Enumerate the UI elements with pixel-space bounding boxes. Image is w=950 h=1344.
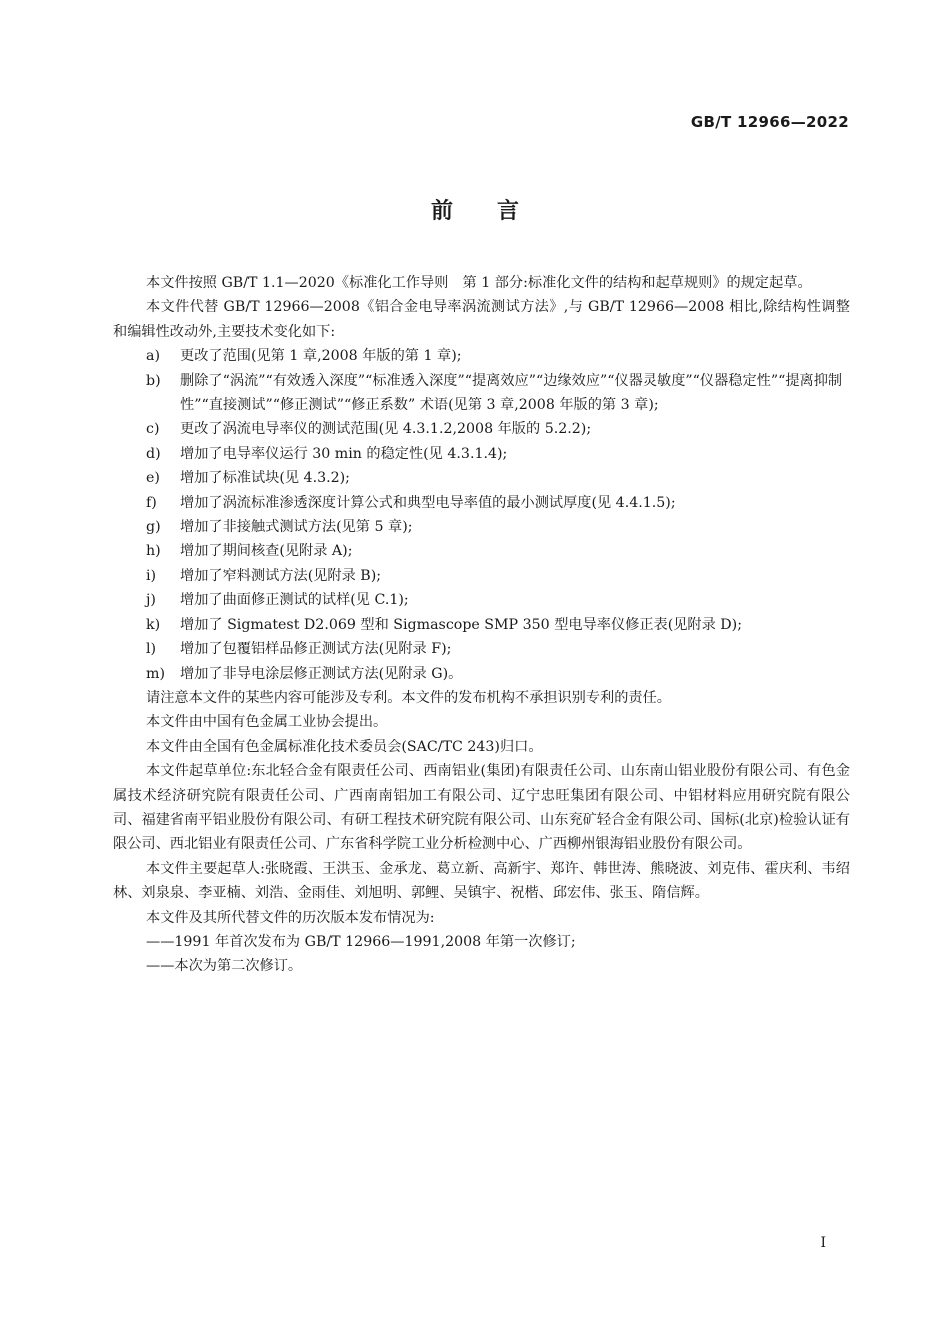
list-marker: j) <box>146 592 156 609</box>
list-item-text: 增加了期间核查(见附录 A); <box>180 543 353 560</box>
paragraph-committee: 本文件由全国有色金属标准化技术委员会(SAC/TC 243)归口。 <box>146 738 543 755</box>
list-item-text: 增加了标准试块(见 4.3.2); <box>180 470 350 487</box>
list-item-text: 增加了 Sigmatest D2.069 型和 Sigmascope SMP 350 型电导率仪修正表(见附录 D); <box>180 616 742 633</box>
list-item-text: 增加了非导电涂层修正测试方法(见附录 G)。 <box>180 665 463 682</box>
list-marker: k) <box>146 616 161 633</box>
paragraph-patent-notice: 请注意本文件的某些内容可能涉及专利。本文件的发布机构不承担识别专利的责任。 <box>146 689 671 706</box>
list-item-text: 增加了涡流标准渗透深度计算公式和典型电导率值的最小测试厚度(见 4.4.1.5); <box>180 494 676 511</box>
paragraph-replacement: 本文件代替 GB/T 12966—2008《铝合金电导率涡流测试方法》,与 GB/T 12966—2008 相比,除结构性调整和编辑性改动外,主要技术变化如下: <box>113 299 850 340</box>
history-item: ——1991 年首次发布为 GB/T 12966—1991,2008 年第一次修订; <box>146 933 576 950</box>
list-item <box>113 637 850 661</box>
list-item <box>113 369 850 418</box>
history-item: ——本次为第二次修订。 <box>146 958 303 975</box>
list-item-text: 增加了窄料测试方法(见附录 B); <box>180 567 382 584</box>
list-item-text: 增加了包覆铝样品修正测试方法(见附录 F); <box>180 641 452 658</box>
list-item <box>113 466 850 490</box>
list-item <box>113 491 850 515</box>
paragraph-drafting-rules: 本文件按照 GB/T 1.1—2020《标准化工作导则 第 1 部分:标准化文件的结构和起草规则》的规定起草。 <box>146 275 812 291</box>
list-marker: l) <box>146 641 157 658</box>
list-item <box>113 564 850 588</box>
list-item <box>113 417 850 441</box>
list-item-text: 增加了非接触式测试方法(见第 5 章); <box>180 519 413 536</box>
changes-list <box>113 344 850 686</box>
paragraph-proposer: 本文件由中国有色金属工业协会提出。 <box>146 714 388 731</box>
list-item <box>113 662 850 686</box>
list-marker: f) <box>146 494 157 511</box>
list-marker: e) <box>146 470 160 487</box>
list-marker: i) <box>146 567 157 584</box>
paragraph-history-intro: 本文件及其所代替文件的历次版本发布情况为: <box>146 909 435 926</box>
list-item-text: 更改了范围(见第 1 章,2008 年版的第 1 章); <box>180 348 462 365</box>
page-number: I <box>820 1235 826 1251</box>
list-item-text: 增加了电导率仪运行 30 min 的稳定性(见 4.3.1.4); <box>180 445 508 462</box>
list-item <box>113 613 850 637</box>
list-item-text: 增加了曲面修正测试的试样(见 C.1); <box>180 592 409 609</box>
list-item-text: 更改了涡流电导率仪的测试范围(见 4.3.1.2,2008 年版的 5.2.2); <box>180 421 592 438</box>
list-item <box>113 442 850 466</box>
paragraph-drafters: 本文件主要起草人:张晓霞、王洪玉、金承龙、葛立新、高新宇、郑许、韩世涛、熊晓波、刘克伟、霍庆利、韦绍林、刘泉泉、李亚楠、刘浩、金雨佳、刘旭明、郭鲤、吴镇宇、祝楷、邱宏伟、张玉、隋信辉。 <box>113 860 850 902</box>
list-marker: g) <box>146 519 161 536</box>
document-body <box>113 271 850 979</box>
list-marker: b) <box>146 372 161 389</box>
list-item <box>113 344 850 368</box>
list-marker: d) <box>146 445 161 462</box>
standard-number: GB/T 12966—2022 <box>690 113 849 131</box>
list-marker: c) <box>146 421 160 438</box>
list-item <box>113 539 850 563</box>
list-item <box>113 515 850 539</box>
list-marker: h) <box>146 543 161 560</box>
list-item <box>113 588 850 612</box>
list-item-text: 删除了“涡流”“有效透入深度”“标准透入深度”“提离效应”“边缘效应”“仪器灵敏度”“仪器稳定性”“提离抑制性”“直接测试”“修正测试”“修正系数” 术语(见第 3 章,2008 年版的第 3 章); <box>180 372 843 414</box>
paragraph-drafting-units: 本文件起草单位:东北轻合金有限责任公司、西南铝业(集团)有限责任公司、山东南山铝业股份有限公司、有色金属技术经济研究院有限责任公司、广西南南铝加工有限公司、辽宁忠旺集团有限公司、中铝材料应用研究院有限公司、福建省南平铝业股份有限公司、有研工程技术研究院有限公司、山东兖矿轻合金有限公司、国标(北京)检验认证有限公司、西北铝业有限责任公司、广东省科学院工业分析检测中心、广西柳州银海铝业股份有限公司。 <box>113 763 850 853</box>
page-title: 前言 <box>430 199 563 224</box>
list-marker: a) <box>146 348 160 365</box>
list-marker: m) <box>146 665 165 682</box>
